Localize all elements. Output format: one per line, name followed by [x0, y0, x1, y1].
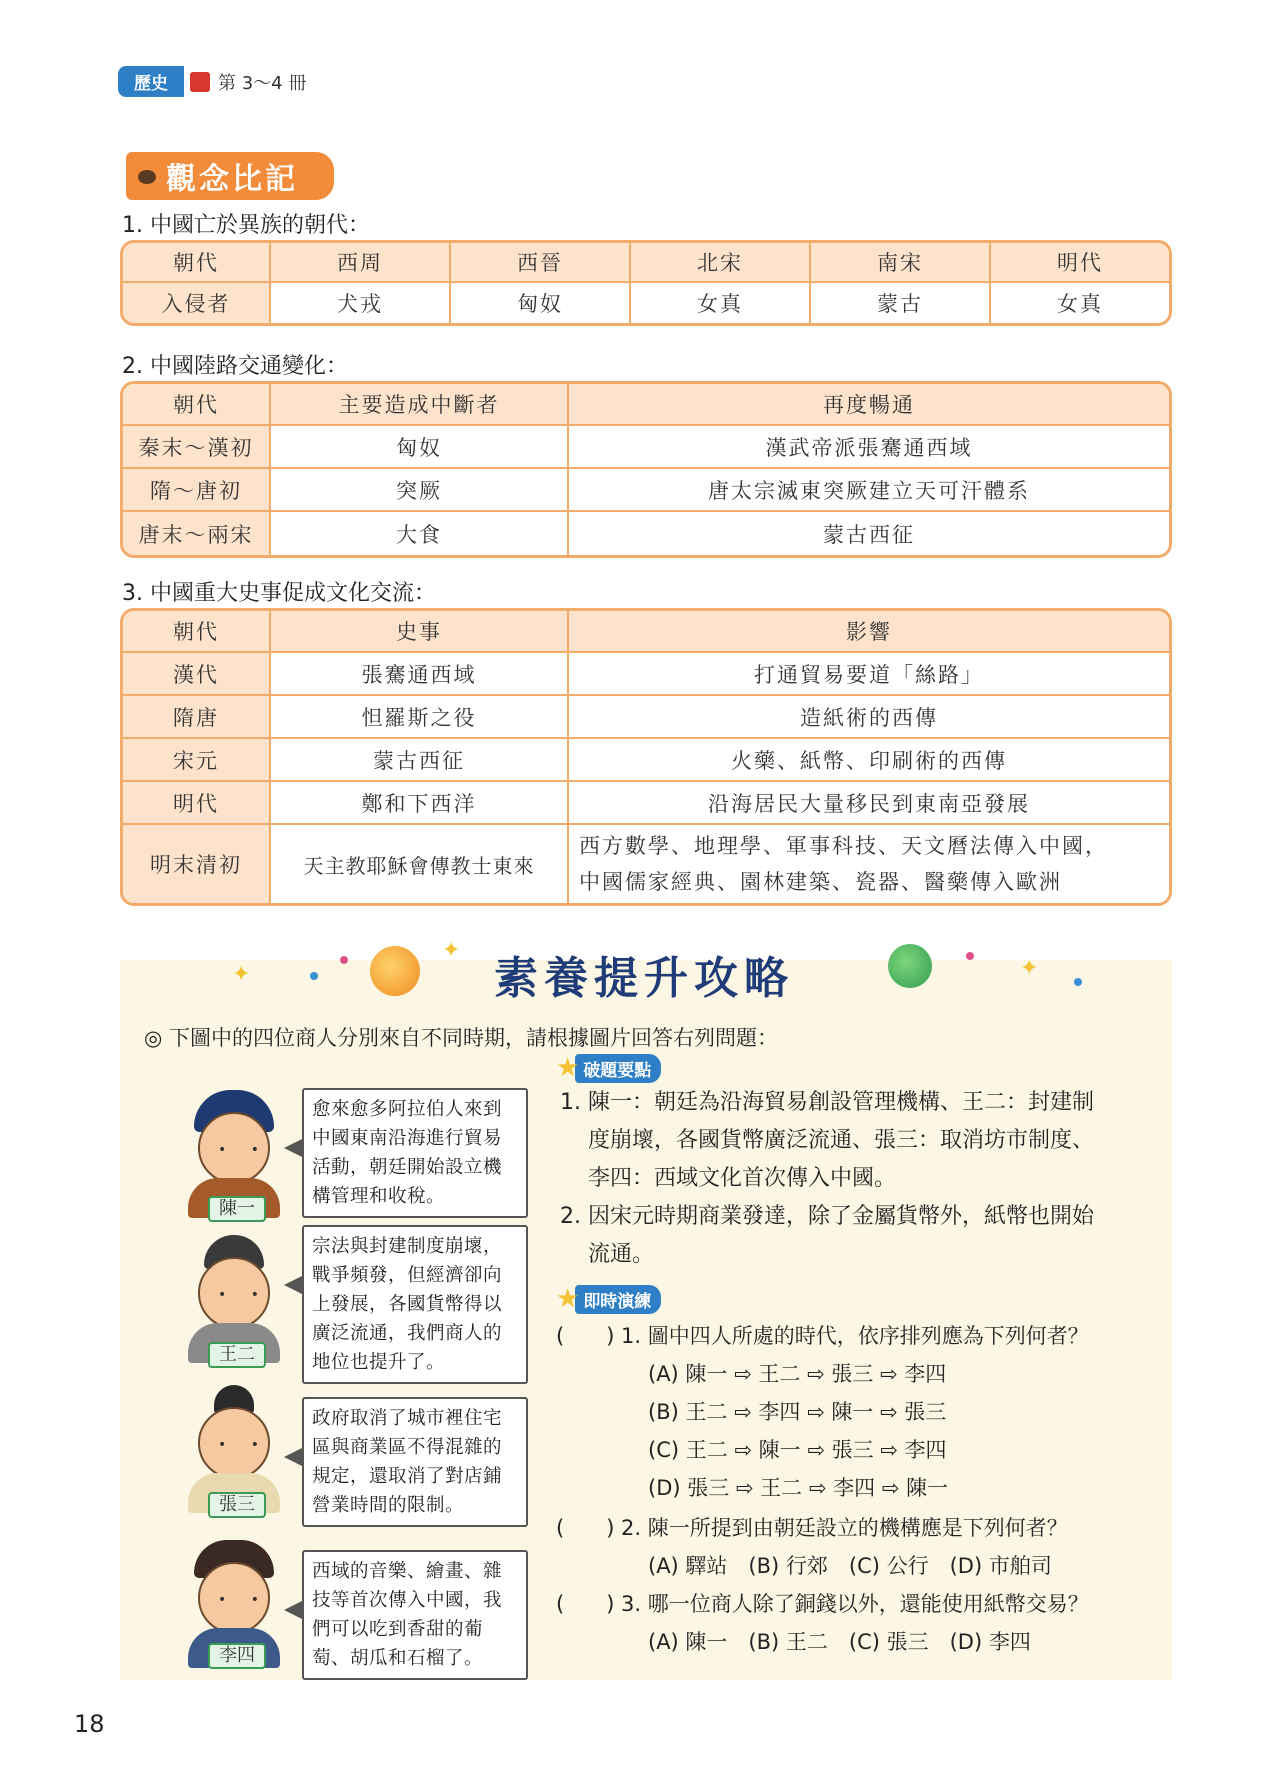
table-dynasties-fallen — [120, 240, 1172, 326]
t3-cell: 火藥、紙幣、印刷術的西傳 — [569, 739, 1169, 782]
t3-cell: 怛羅斯之役 — [271, 696, 569, 739]
t1-cell: 朝代 — [123, 243, 271, 283]
merchant-avatar: • • — [180, 1385, 290, 1520]
merchant-avatar: • • — [180, 1235, 290, 1370]
dot-icon — [966, 952, 974, 960]
t2-cell: 漢武帝派張騫通西域 — [569, 426, 1169, 469]
t1-cell: 女真 — [631, 283, 811, 323]
t3-line: 中國儒家經典、園林建築、瓷器、醫藥傳入歐洲 — [579, 870, 1062, 894]
page-number: 18 — [74, 1710, 105, 1738]
t3-cell: 張騫通西域 — [271, 653, 569, 696]
t1-cell: 西晉 — [451, 243, 631, 283]
t2-cell: 唐太宗滅東突厥建立天可汗體系 — [569, 469, 1169, 512]
ladybug-icon — [138, 170, 156, 184]
t3-head: 史事 — [271, 611, 569, 653]
dot-icon — [1074, 978, 1082, 986]
subject-label: 歷史 — [118, 66, 184, 97]
merchant-avatar: • • — [180, 1090, 290, 1225]
key-points-label: 破題要點 — [575, 1054, 661, 1083]
merchant-avatar: • • — [180, 1540, 290, 1675]
t3-head: 朝代 — [123, 611, 271, 653]
t3-cell: 漢代 — [123, 653, 271, 696]
question-1-option: (A) 陳一 ⇨ 王二 ⇨ 張三 ⇨ 李四 — [648, 1362, 947, 1386]
table3-title: 3. 中國重大史事促成文化交流： — [122, 581, 436, 606]
star-icon: ★ — [556, 1053, 580, 1083]
t3-cell: 明末清初 — [123, 825, 271, 903]
t2-cell: 大食 — [271, 512, 569, 555]
speech-bubble: 政府取消了城市裡住宅區與商業區不得混雜的規定，還取消了對店鋪營業時間的限制。 — [302, 1397, 528, 1527]
table-cultural-exchange — [120, 608, 1172, 906]
key-point-line: 1. 陳一：朝廷為沿海貿易創設管理機構、王二：封建制 — [560, 1090, 1094, 1115]
practice-label: 即時演練 — [575, 1285, 661, 1314]
t2-head: 主要造成中斷者 — [271, 384, 569, 426]
t3-cell: 明代 — [123, 782, 271, 825]
key-points-tag — [556, 1054, 661, 1082]
t3-cell: 打通貿易要道「絲路」 — [569, 653, 1169, 696]
question-1-option: (B) 王二 ⇨ 李四 ⇨ 陳一 ⇨ 張三 — [648, 1400, 947, 1424]
t3-cell: 宋元 — [123, 739, 271, 782]
t1-cell: 匈奴 — [451, 283, 631, 323]
speech-bubble: 西域的音樂、繪畫、雜技等首次傳入中國，我們可以吃到香甜的葡萄、胡瓜和石榴了。 — [302, 1550, 528, 1680]
table2-title: 2. 中國陸路交通變化： — [122, 354, 348, 379]
t2-head: 朝代 — [123, 384, 271, 426]
sparkle-icon: ✦ — [1020, 956, 1039, 981]
t3-cell: 造紙術的西傳 — [569, 696, 1169, 739]
merchant-name: 陳一 — [208, 1196, 266, 1222]
question-3: ( ) 3. 哪一位商人除了銅錢以外，還能使用紙幣交易？ — [556, 1592, 1089, 1616]
speech-bubble: 愈來愈多阿拉伯人來到中國東南沿海進行貿易活動，朝廷開始設立機構管理和收稅。 — [302, 1088, 528, 1218]
t2-cell: 突厥 — [271, 469, 569, 512]
t2-cell: 隋～唐初 — [123, 469, 271, 512]
key-point-line: 李四：西域文化首次傳入中國。 — [588, 1166, 897, 1191]
star-icon: ★ — [556, 1284, 580, 1314]
literacy-intro: ◎ 下圖中的四位商人分別來自不同時期，請根據圖片回答右列問題： — [144, 1026, 778, 1050]
key-point-line: 流通。 — [588, 1242, 655, 1267]
concept-badge — [126, 152, 334, 200]
t3-head: 影響 — [569, 611, 1169, 653]
speech-bubble: 宗法與封建制度崩壞，戰爭頻發，但經濟卻向上發展，各國貨幣得以廣泛流通，我們商人的地位也提升了。 — [302, 1225, 528, 1384]
literacy-title: 素養提升攻略 — [494, 953, 794, 1004]
dot-icon — [340, 956, 348, 964]
merchant-name: 王二 — [208, 1342, 266, 1368]
key-point-line: 度崩壞，各國貨幣廣泛流通、張三：取消坊市制度、 — [588, 1128, 1095, 1153]
t2-cell: 匈奴 — [271, 426, 569, 469]
volume-label: 第 3～4 冊 — [218, 72, 307, 94]
book-mark-icon — [190, 72, 210, 92]
t1-cell: 北宋 — [631, 243, 811, 283]
t1-cell: 入侵者 — [123, 283, 271, 323]
t3-cell: 沿海居民大量移民到東南亞發展 — [569, 782, 1169, 825]
merchant-name: 李四 — [208, 1643, 266, 1669]
t2-cell: 蒙古西征 — [823, 522, 915, 547]
question-2: ( ) 2. 陳一所提到由朝廷設立的機構應是下列何者？ — [556, 1516, 1068, 1540]
t2-head: 再度暢通 — [569, 384, 1169, 426]
t1-cell: 犬戎 — [271, 283, 451, 323]
question-1: ( ) 1. 圖中四人所處的時代，依序排列應為下列何者？ — [556, 1324, 1089, 1348]
t2-cell: 秦末～漢初 — [123, 426, 271, 469]
t1-cell: 女真 — [1057, 292, 1103, 316]
question-1-option: (C) 王二 ⇨ 陳一 ⇨ 張三 ⇨ 李四 — [648, 1438, 947, 1462]
dot-icon — [310, 972, 318, 980]
question-1-option: (D) 張三 ⇨ 王二 ⇨ 李四 ⇨ 陳一 — [648, 1476, 949, 1500]
t3-cell: 隋唐 — [123, 696, 271, 739]
table1-title: 1. 中國亡於異族的朝代： — [122, 213, 370, 238]
merchant-name: 張三 — [208, 1492, 266, 1518]
question-2-options: (A) 驛站 (B) 行郊 (C) 公行 (D) 市舶司 — [648, 1554, 1052, 1578]
question-3-options: (A) 陳一 (B) 王二 (C) 張三 (D) 李四 — [648, 1630, 1031, 1654]
t1-cell: 南宋 — [811, 243, 991, 283]
t1-cell: 西周 — [271, 243, 451, 283]
t3-cell: 天主教耶穌會傳教士東來 — [271, 825, 569, 903]
t3-cell: 鄭和下西洋 — [271, 782, 569, 825]
planet-icon — [888, 944, 932, 988]
sparkle-icon: ✦ — [442, 938, 461, 963]
t1-cell: 蒙古 — [811, 283, 991, 323]
key-point-line: 2. 因宋元時期商業發達，除了金屬貨幣外，紙幣也開始 — [560, 1204, 1094, 1229]
t3-cell: 蒙古西征 — [271, 739, 569, 782]
page-header — [118, 66, 306, 97]
t1-cell: 明代 — [991, 243, 1169, 283]
sparkle-icon: ✦ — [232, 962, 251, 987]
practice-tag — [556, 1285, 661, 1313]
planet-icon — [370, 946, 420, 996]
table-land-routes — [120, 381, 1172, 558]
t3-cell-multiline — [569, 825, 1169, 903]
concept-badge-title: 觀念比記 — [166, 162, 298, 197]
t2-cell: 唐末～兩宋 — [123, 512, 271, 555]
t3-line: 西方數學、地理學、軍事科技、天文曆法傳入中國， — [579, 834, 1108, 858]
